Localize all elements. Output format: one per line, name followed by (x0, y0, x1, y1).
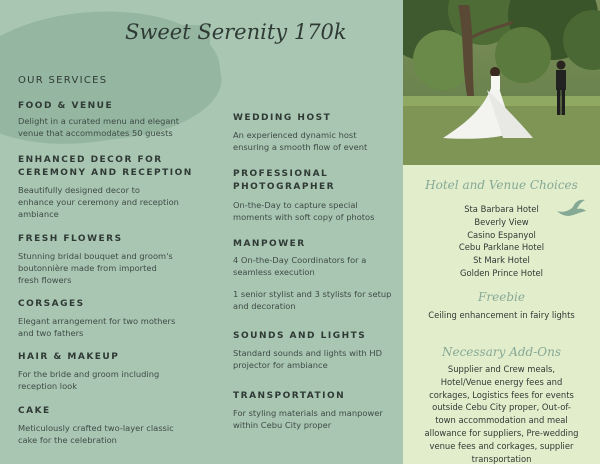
service-desc: Delight in a curated menu and elegant venue that accommodates 50 guests (18, 116, 179, 138)
hotel-list (403, 203, 600, 280)
service-desc: Standard sounds and lights with HD projector for ambiance (233, 348, 382, 370)
service-desc: On-the-Day to capture special moments with soft copy of photos (233, 200, 375, 222)
list-item: Hotel/Venue energy fees and (440, 376, 563, 387)
service-desc: 4 On-the-Day Coordinators for a seamless execution (233, 255, 367, 277)
service-title: MANPOWER (233, 239, 306, 249)
service-title: SOUNDS AND LIGHTS (233, 331, 367, 341)
service-title: CAKE (18, 406, 51, 416)
list-item: Supplier and Crew meals, (447, 364, 556, 374)
service-food-venue (18, 100, 179, 139)
freebie-text: Ceiling enhancement in fairy lights (428, 310, 575, 320)
page-title: Sweet Serenity 170k (125, 20, 347, 44)
service-title: TRANSPORTATION (233, 391, 346, 401)
list-item: St Mark Hotel (473, 255, 530, 266)
list-item: outside Cebu City proper, Out-of- (432, 402, 571, 413)
service-hair-makeup (18, 351, 159, 392)
list-item: venue fees and corkages, supplier (429, 440, 574, 451)
list-item: corkages, Logistics fees for events (429, 389, 574, 400)
service-title: ENHANCED DECOR FOR CEREMONY AND RECEPTION (18, 155, 193, 178)
service-transportation (233, 390, 383, 431)
list-item: Sta Barbara Hotel (464, 204, 539, 214)
service-photographer (233, 168, 374, 223)
service-desc: Beautifully designed decor to enhance your ceremony and reception ambiance (18, 185, 179, 219)
service-desc: For the bride and groom including reception look (18, 369, 160, 391)
list-item: Cebu Parklane Hotel (458, 242, 545, 253)
info-panel (403, 0, 600, 464)
service-desc: Elegant arrangement for two mothers and two fathers (18, 316, 176, 338)
service-corsages (18, 298, 175, 339)
addons-list (403, 363, 600, 464)
service-title: WEDDING HOST (233, 113, 332, 123)
service-flowers (18, 233, 173, 286)
service-title: CORSAGES (18, 299, 85, 309)
service-decor (18, 154, 193, 220)
service-desc: For styling materials and manpower within Cebu City proper (233, 408, 383, 430)
list-item: allowance for suppliers, Pre-wedding (424, 427, 579, 438)
freebie-title: Freebie (478, 290, 525, 304)
service-cake (18, 405, 174, 446)
service-title: FOOD & VENUE (18, 101, 114, 111)
service-desc: Meticulously crafted two-layer classic cake for the celebration (18, 423, 174, 445)
service-desc: Stunning bridal bouquet and groom's boutonnière made from imported fresh flowers (18, 251, 173, 285)
list-item: Golden Prince Hotel (460, 267, 543, 278)
list-item: Casino Espanyol (467, 229, 536, 240)
service-sounds-lights (233, 330, 382, 371)
services-heading: OUR SERVICES (18, 75, 108, 86)
service-title: FRESH FLOWERS (18, 234, 123, 244)
service-desc-extra: 1 senior stylist and 3 stylists for setup and decoration (233, 289, 392, 311)
service-manpower (233, 238, 391, 312)
service-wedding-host (233, 112, 367, 153)
addons-title: Necessary Add-Ons (441, 345, 562, 359)
list-item: Beverly View (474, 216, 529, 227)
wedding-photo (403, 0, 600, 165)
list-item: transportation (471, 453, 532, 464)
service-title: PROFESSIONAL PHOTOGRAPHER (233, 169, 336, 192)
list-item: town accommodation and meal (435, 415, 568, 426)
service-desc: An experienced dynamic host ensuring a smooth flow of event (233, 130, 368, 152)
service-title: HAIR & MAKEUP (18, 352, 120, 362)
hotel-venue-title: Hotel and Venue Choices (425, 178, 578, 192)
